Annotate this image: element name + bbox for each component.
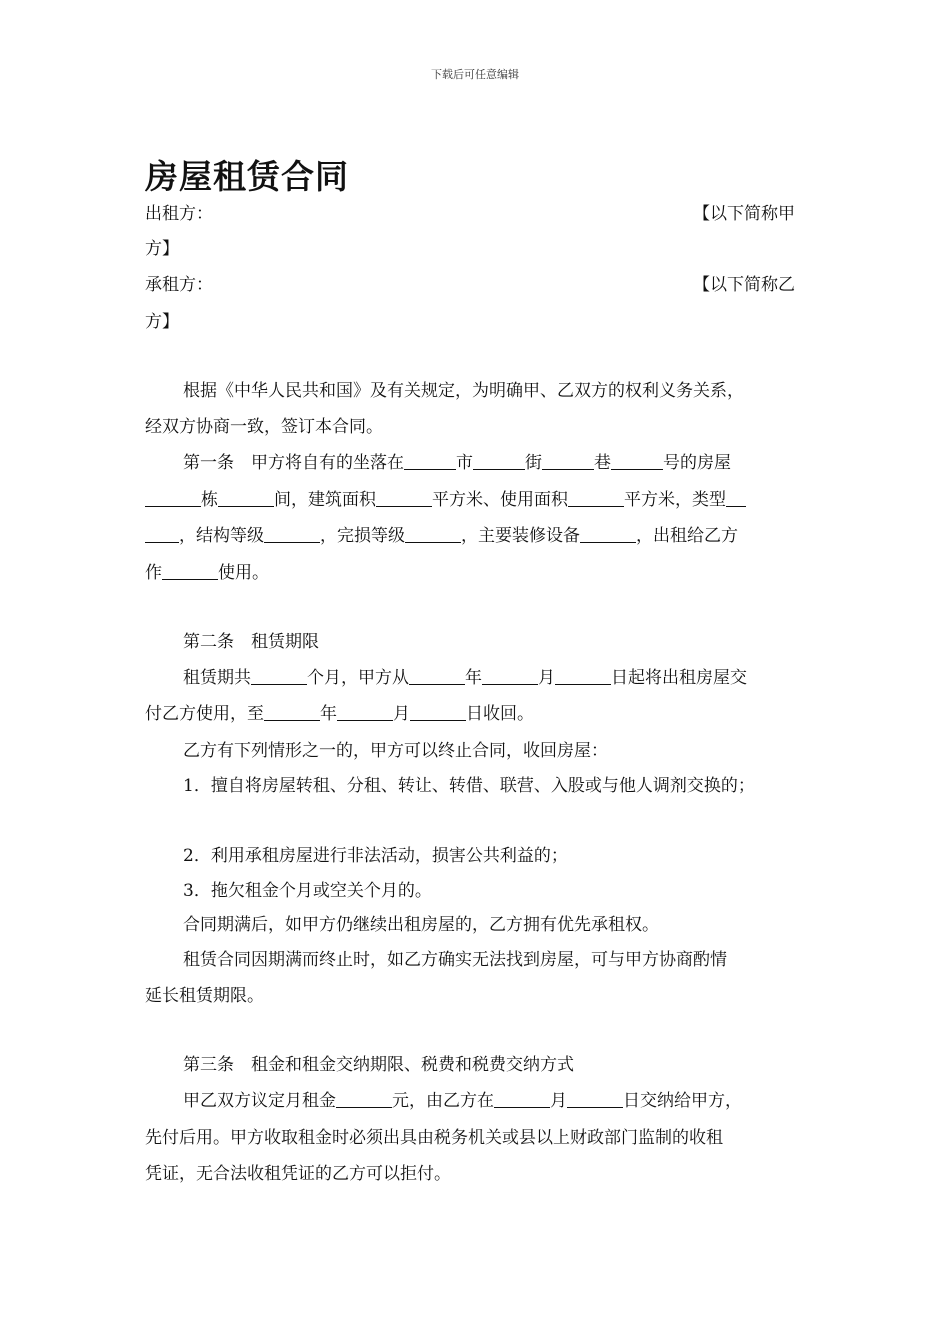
fill-blank[interactable] xyxy=(145,525,179,543)
lessee-label: 承租方： xyxy=(145,275,213,295)
text-segment: 间，建筑面积 xyxy=(274,490,376,510)
fill-blank[interactable] xyxy=(337,703,393,721)
text-segment: ，完损等级 xyxy=(320,526,405,546)
lessor-label: 出租方： xyxy=(145,204,213,224)
text-segment: 年 xyxy=(465,668,482,688)
text-segment: 甲乙双方议定月租金 xyxy=(183,1091,336,1111)
text-segment: 平方米、使用面积 xyxy=(432,490,568,510)
article3-line3: 凭证，无合法收租凭证的乙方可以拒付。 xyxy=(145,1164,451,1184)
article2-line1 xyxy=(183,667,747,689)
fill-blank[interactable] xyxy=(555,667,611,685)
lessor-suffix-cont: 方】 xyxy=(145,239,179,259)
article2-item-3: 3．拖欠租金个月或空关个月的。 xyxy=(183,881,432,901)
text-segment: 元，由乙方在 xyxy=(392,1091,494,1111)
text-segment: 作 xyxy=(145,563,162,583)
text-segment: ，出租给乙方 xyxy=(636,526,738,546)
text-segment: 租赁期共 xyxy=(183,668,251,688)
article3-heading: 第三条 租金和租金交纳期限、税费和税费交纳方式 xyxy=(183,1055,574,1075)
fill-blank[interactable] xyxy=(376,489,432,507)
text-segment: 号的房屋 xyxy=(663,453,731,473)
article2-conditions: 乙方有下列情形之一的，甲方可以终止合同，收回房屋： xyxy=(183,741,608,761)
article2-item-2: 2．利用承租房屋进行非法活动，损害公共利益的； xyxy=(183,846,568,866)
article1-line3 xyxy=(145,525,738,547)
fill-blank[interactable] xyxy=(251,667,307,685)
text-segment: ，主要装修设备 xyxy=(461,526,580,546)
article3-line2: 先付后用。甲方收取租金时必须出具由税务机关或县以上财政部门监制的收租 xyxy=(145,1128,723,1148)
fill-blank[interactable] xyxy=(264,525,320,543)
fill-blank[interactable] xyxy=(494,1090,550,1108)
lessor-suffix: 【以下简称甲 xyxy=(693,204,795,224)
fill-blank[interactable] xyxy=(404,452,456,470)
text-segment: ，结构等级 xyxy=(179,526,264,546)
article2-extension-1: 租赁合同因期满而终止时，如乙方确实无法找到房屋，可与甲方协商酌情 xyxy=(183,950,727,970)
text-segment: 栋 xyxy=(201,490,218,510)
document-title: 房屋租赁合同 xyxy=(145,157,349,196)
text-segment: 街 xyxy=(525,453,542,473)
article1-line1 xyxy=(183,452,731,474)
article2-renewal: 合同期满后，如甲方仍继续出租房屋的，乙方拥有优先承租权。 xyxy=(183,915,659,935)
fill-blank[interactable] xyxy=(580,525,636,543)
text-segment: 平方米，类型 xyxy=(624,490,726,510)
text-segment: 付乙方使用，至 xyxy=(145,704,264,724)
intro-line-2: 经双方协商一致，签订本合同。 xyxy=(145,417,383,437)
article1-line4 xyxy=(145,562,269,584)
text-segment: 日交纳给甲方， xyxy=(623,1091,742,1111)
fill-blank[interactable] xyxy=(264,703,320,721)
text-segment: 使用。 xyxy=(218,563,269,583)
article2-heading: 第二条 租赁期限 xyxy=(183,632,319,652)
lessee-suffix-cont: 方】 xyxy=(145,312,179,332)
text-segment: 第一条 甲方将自有的坐落在 xyxy=(183,453,404,473)
fill-blank[interactable] xyxy=(145,489,201,507)
lessee-suffix: 【以下简称乙 xyxy=(693,275,795,295)
text-segment: 日收回。 xyxy=(466,704,534,724)
text-segment: 年 xyxy=(320,704,337,724)
fill-blank[interactable] xyxy=(405,525,461,543)
fill-blank[interactable] xyxy=(726,489,746,507)
article2-item-1: 1．擅自将房屋转租、分租、转让、转借、联营、入股或与他人调剂交换的； xyxy=(183,776,755,796)
article2-extension-2: 延长租赁期限。 xyxy=(145,986,264,1006)
page-header-note: 下载后可任意编辑 xyxy=(431,68,519,81)
fill-blank[interactable] xyxy=(567,1090,623,1108)
text-segment: 月 xyxy=(393,704,410,724)
article2-line2 xyxy=(145,703,534,725)
text-segment: 巷 xyxy=(594,453,611,473)
text-segment: 市 xyxy=(456,453,473,473)
fill-blank[interactable] xyxy=(611,452,663,470)
intro-line-1: 根据《中华人民共和国》及有关规定，为明确甲、乙双方的权利义务关系， xyxy=(183,381,744,401)
fill-blank[interactable] xyxy=(162,562,218,580)
fill-blank[interactable] xyxy=(542,452,594,470)
fill-blank[interactable] xyxy=(336,1090,392,1108)
text-segment: 月 xyxy=(550,1091,567,1111)
fill-blank[interactable] xyxy=(473,452,525,470)
article3-line1 xyxy=(183,1090,742,1112)
fill-blank[interactable] xyxy=(568,489,624,507)
fill-blank[interactable] xyxy=(218,489,274,507)
text-segment: 日起将出租房屋交 xyxy=(611,668,747,688)
fill-blank[interactable] xyxy=(482,667,538,685)
fill-blank[interactable] xyxy=(409,667,465,685)
article1-line2 xyxy=(145,489,746,511)
text-segment: 月 xyxy=(538,668,555,688)
text-segment: 个月，甲方从 xyxy=(307,668,409,688)
fill-blank[interactable] xyxy=(410,703,466,721)
